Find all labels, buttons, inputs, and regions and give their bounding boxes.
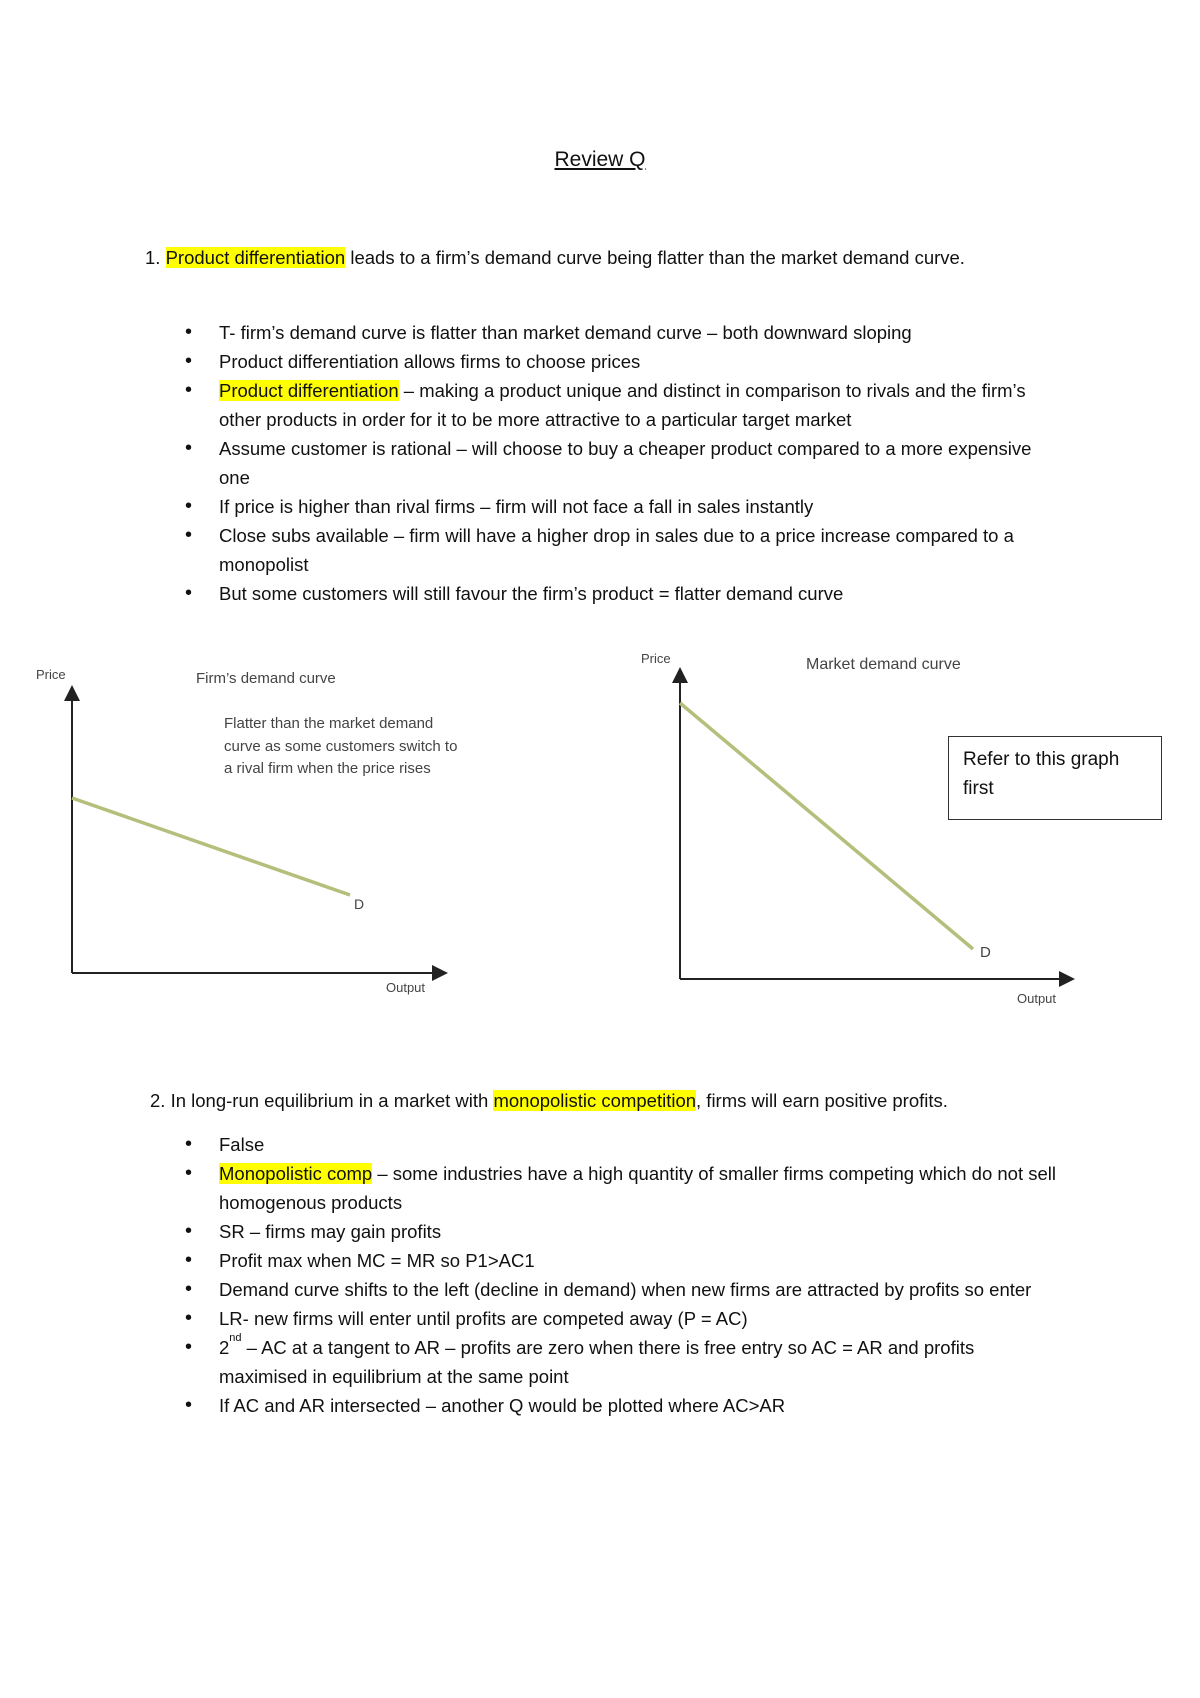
question-2-pre: In long-run equilibrium in a market with [165, 1090, 494, 1111]
bullet-text: LR- new firms will enter until profits are competed away (P = AC) [219, 1308, 748, 1329]
list-item [185, 1333, 1065, 1391]
graph-title: Market demand curve [806, 656, 961, 673]
bullet-text: – AC at a tangent to AR – profits are zero when there is free entry so AC = AR and profits maximised in equilibrium at the same point [219, 1337, 975, 1387]
list-item [185, 579, 1065, 608]
list-item [185, 318, 1065, 347]
question-1-bullets [185, 318, 1065, 608]
bullet-text: Profit max when MC = MR so P1>AC1 [219, 1250, 535, 1271]
list-item [185, 1159, 1065, 1217]
y-axis-label: Price [36, 667, 66, 682]
bullet-highlight: Product differentiation [219, 380, 399, 401]
demand-curve-line [680, 703, 973, 949]
list-item [185, 347, 1065, 376]
page-title: Review Q [554, 148, 646, 171]
firm-demand-graph [28, 655, 498, 1005]
list-item [185, 521, 1065, 579]
bullet-text: But some customers will still favour the firm’s product = flatter demand curve [219, 583, 844, 604]
question-2-highlight: monopolistic competition [493, 1090, 697, 1111]
market-demand-graph [635, 645, 1085, 1015]
x-axis-label: Output [386, 980, 426, 995]
graph-note-line-1: Flatter than the market demand [224, 715, 434, 732]
bullet-text: 2 [219, 1337, 230, 1358]
list-item [185, 1275, 1065, 1304]
bullet-text: False [219, 1134, 265, 1155]
y-axis-label: Price [641, 651, 671, 666]
bullet-text: Assume customer is rational – will choose to buy a cheaper product compared to a more expensive one [219, 438, 1032, 488]
bullet-superscript: nd [229, 1332, 242, 1344]
question-1-number: 1. [145, 247, 161, 268]
bullet-text: SR – firms may gain profits [219, 1221, 442, 1242]
bullet-text: – making a product unique and distinct in comparison to rivals and the firm’s other products in order for it to be more attractive to a particular target market [219, 380, 1026, 430]
refer-graph-note [948, 736, 1162, 820]
bullet-text: – some industries have a high quantity of smaller firms competing which do not sell homogenous products [219, 1163, 1057, 1213]
question-2-number: 2. [150, 1090, 166, 1111]
curve-label: D [354, 896, 365, 912]
bullet-text: T- firm’s demand curve is flatter than market demand curve – both downward sloping [219, 322, 912, 343]
bullet-text: If price is higher than rival firms – firm will not face a fall in sales instantly [219, 496, 814, 517]
question-1-text: leads to a firm’s demand curve being flatter than the market demand curve. [345, 247, 965, 268]
note-line-1: Refer to this graph [963, 749, 1120, 770]
question-2-bullets [185, 1130, 1065, 1420]
question-1-highlight: Product differentiation [165, 247, 346, 268]
question-2-text: , firms will earn positive profits. [696, 1090, 948, 1111]
bullet-text: Product differentiation allows firms to choose prices [219, 351, 641, 372]
list-item [185, 1246, 1065, 1275]
list-item [185, 1391, 1065, 1420]
list-item [185, 376, 1065, 434]
bullet-text: Close subs available – firm will have a higher drop in sales due to a price increase compared to a monopolist [219, 525, 1014, 575]
question-2 [150, 1086, 1050, 1115]
list-item [185, 492, 1065, 521]
bullet-text: Demand curve shifts to the left (decline in demand) when new firms are attracted by profits so enter [219, 1279, 1032, 1300]
question-1 [145, 243, 1045, 272]
bullet-highlight: Monopolistic comp [219, 1163, 373, 1184]
note-line-2: first [963, 778, 994, 799]
curve-label: D [980, 944, 991, 961]
graph-note-line-2: curve as some customers switch to [224, 738, 458, 755]
demand-curve-line [72, 798, 350, 895]
bullet-text: If AC and AR intersected – another Q would be plotted where AC>AR [219, 1395, 786, 1416]
list-item [185, 1217, 1065, 1246]
list-item [185, 1304, 1065, 1333]
graph-title: Firm’s demand curve [196, 670, 336, 687]
list-item [185, 1130, 1065, 1159]
x-axis-label: Output [1017, 991, 1057, 1006]
graph-note-line-3: a rival firm when the price rises [224, 760, 431, 777]
list-item [185, 434, 1065, 492]
